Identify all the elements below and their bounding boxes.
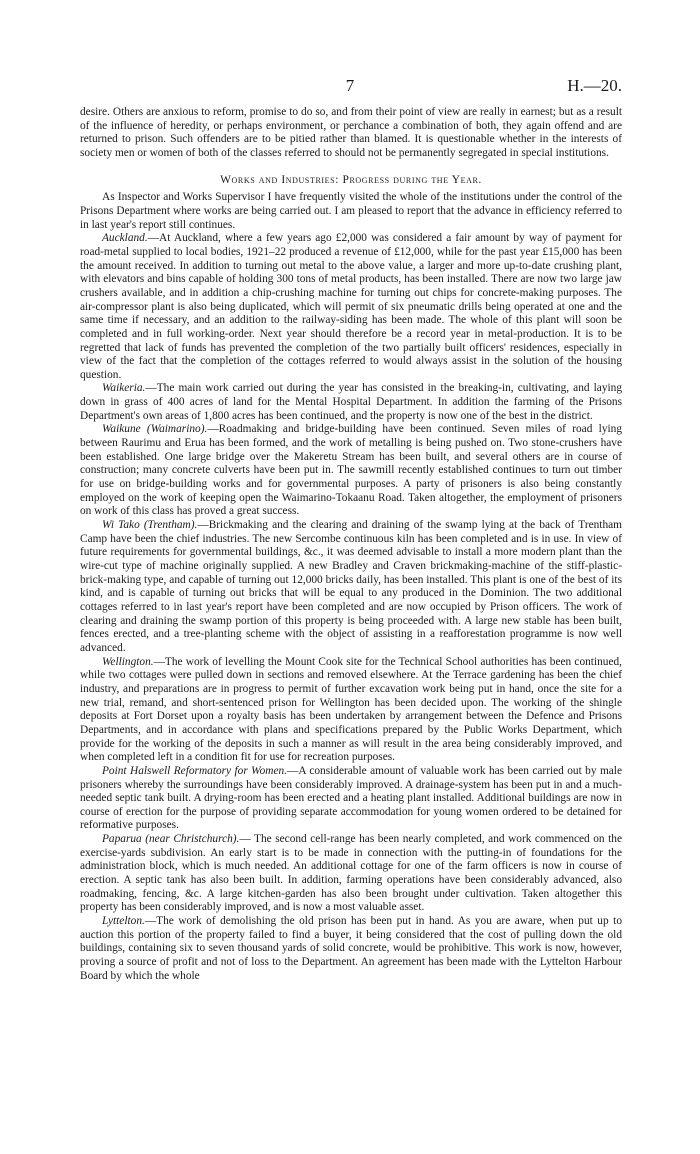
report-body [80,106,622,983]
paragraph-lead: Waikeria. [102,382,146,395]
paragraph-lyttelton [80,915,622,983]
paragraph-text: —The work of demolishing the old prison has been put in hand. As you are aware, when put up to auction this portion of the property failed to find a buyer, it being considered that the cost of pulling down the old buildings, containing six to seven thousand yards of solid concrete, would be prohibitive. This work is now, however, proving a source of profit and not of loss to the Department. An agreement has been made with the Lyttelton Harbour Board by which the whole [80,915,622,982]
paragraph-waikune [80,423,622,519]
paragraph-text: —The main work carried out during the year has consisted in the breaking-in, cultivating, and laying down in grass of 400 acres of land for the Mental Hospital Department. In addition the farming of the Prisons Department's own areas of 1,800 acres has been continued, and the property is now one of the best in the district. [80,382,622,422]
document-reference: H.—20. [567,76,622,95]
paragraph-text: —Brickmaking and the clearing and draining of the swamp lying at the back of Trentham Camp have been the chief industries. The new Sercombe continuous kiln has been completed and is in use. In view of future requirements for governmental buildings, &c., it was deemed advisable to install a more modern plant than the wire-cut type of machine originally supplied. A new Bradley and Craven brickmaking-machine of the stiff-plastic-brick-making type, and capable of turning out 12,000 bricks daily, has been installed. This plant is one of the best of its kind, and is capable of turning out bricks that will be equal to any produced in the Dominion. The two additional cottages referred to in last year's report have been completed and are now occupied by Prison officers. The work of clearing and draining the swamp portion of this property is being proceeded with. A large new stable has been built, fences erected, and a tree-planting scheme with the object of assisting in a reafforestation programme is now well advanced. [80,519,622,654]
paragraph-text: —At Auckland, where a few years ago £2,000 was considered a fair amount by way of payment for road-metal supplied to local bodies, 1921–22 produced a revenue of £12,000, while for the past year £15,000 has been the amount received. In addition to turning out metal to the above value, a larger and more up-to-date crushing plant, with elevators and bins capable of holding 300 tons of metal products, has been installed. There are now two large jaw crushers available, and in addition a chip-crushing machine for turning out chips for concrete-making purposes. The air-compressor plant is also being duplicated, which will permit of six pneumatic drills being operated at one and the same time if necessary, and an addition to the railway-siding has been made. The whole of this plant will soon be completed and in full working-order. Next year should therefore be a record year in metal-production. It is to be regretted that lack of funds has prevented the completion of the two partially built officers' residences, especially in view of the fact that the completion of the cottages referred to would always assist in the solution of the housing question. [80,232,622,381]
paragraph-text: —The work of levelling the Mount Cook site for the Technical School authorities has been continued, while two cottages were pulled down in sections and removed elsewhere. At the Terrace gardening has been the chief industry, and preparations are in progress to permit of further excavation work being put in hand, once the site for a new trial, remand, and short-sentenced prison for Wellington has been decided upon. The working of the shingle deposits at Fort Dorset upon a royalty basis has been undertaken by arrangement between the Defence and Prisons Departments, and in accordance with plans and specifications prepared by the Public Works Department, which provide for the working of the deposits in such a manner as will result in the area being considerably improved, and when completed left in a condition fit for use for recreation purposes. [80,655,622,764]
paragraph-auckland [80,232,622,382]
paragraph-text: —Roadmaking and bridge-building have been continued. Seven miles of road lying between Raurimu and Erua has been formed, and the work of metalling is being pushed on. Two stone-crushers have been established. One large bridge over the Makeretu Stream has been built, and several others are in course of construction; many concrete culverts have been put in. The sawmill recently established continues to turn out timber for use on bridge-building works and for governmental purposes. A party of prisoners is also being constantly employed on the work of keeping open the Waimarino-Tokaanu Road. Taken altogether, the employment of prisoners on work of this class has proved a great success. [80,423,622,518]
section-heading: Works and Industries: Progress during the Year. [220,173,482,186]
page-number: 7 [345,76,355,95]
paragraph-lead: Auckland. [102,232,148,245]
paragraph-wellington [80,656,622,765]
paragraph-lead: Waikune (Waimarino). [102,423,208,436]
paragraph-text: —A considerable amount of valuable work has been carried out by male prisoners whereby the surroundings have been considerably improved. A drainage-system has been put in and a much-needed septic tank built. A drying-room has been erected and a heating plant installed. Additional buildings are now in course of erection for the purpose of providing separate accommodation for young women ordered to be detained for reformative purposes. [80,764,622,832]
intro-paragraph: desire. Others are anxious to reform, promise to do so, and from their point of view are really in earnest; but as a result of the influence of heredity, or perhaps environment, or perchance a combination of both, they again offend and are returned to prison. Such offenders are to be pitied rather than blamed. It is questionable whether in the interests of society men or women of both of the classes referred to should not be permanently segregated in special institutions. [80,106,622,159]
paragraph-lead: Paparua (near Christchurch). [102,833,240,846]
paragraph-wi-tako [80,519,622,656]
paragraph-waikeria [80,382,622,423]
paragraph-lead: Wi Tako (Trentham). [102,519,198,532]
paragraph-lead: Point Halswell Reformatory for Women. [102,764,287,777]
paragraph-paparua [80,833,622,915]
paragraph-text: — The second cell-range has been nearly completed, and work commenced on the exercise-yards subdivision. An early start is to be made in connection with the putting-in of foundations for the administration block, which is much needed. An additional cottage for one of the farm officers is now in course of erection. A septic tank has also been built. In addition, farming operations have been considerably advanced, also roadmaking, fencing, &c. A large kitchen-garden has also been brought under cultivation. Taken altogether this property has been considerably improved, and is now a most valuable asset. [80,833,622,914]
paragraph-lead: Wellington. [102,655,154,668]
paragraph-text: As Inspector and Works Supervisor I have frequently visited the whole of the institutions under the control of the Prisons Department where works are being carried out. I am pleased to report that the advance in efficiency referred to in last year's report still continues. [80,191,622,231]
paragraph-point-halswell [80,765,622,833]
paragraph-lead: Lyttelton. [102,915,145,928]
paragraph-general [80,191,622,232]
